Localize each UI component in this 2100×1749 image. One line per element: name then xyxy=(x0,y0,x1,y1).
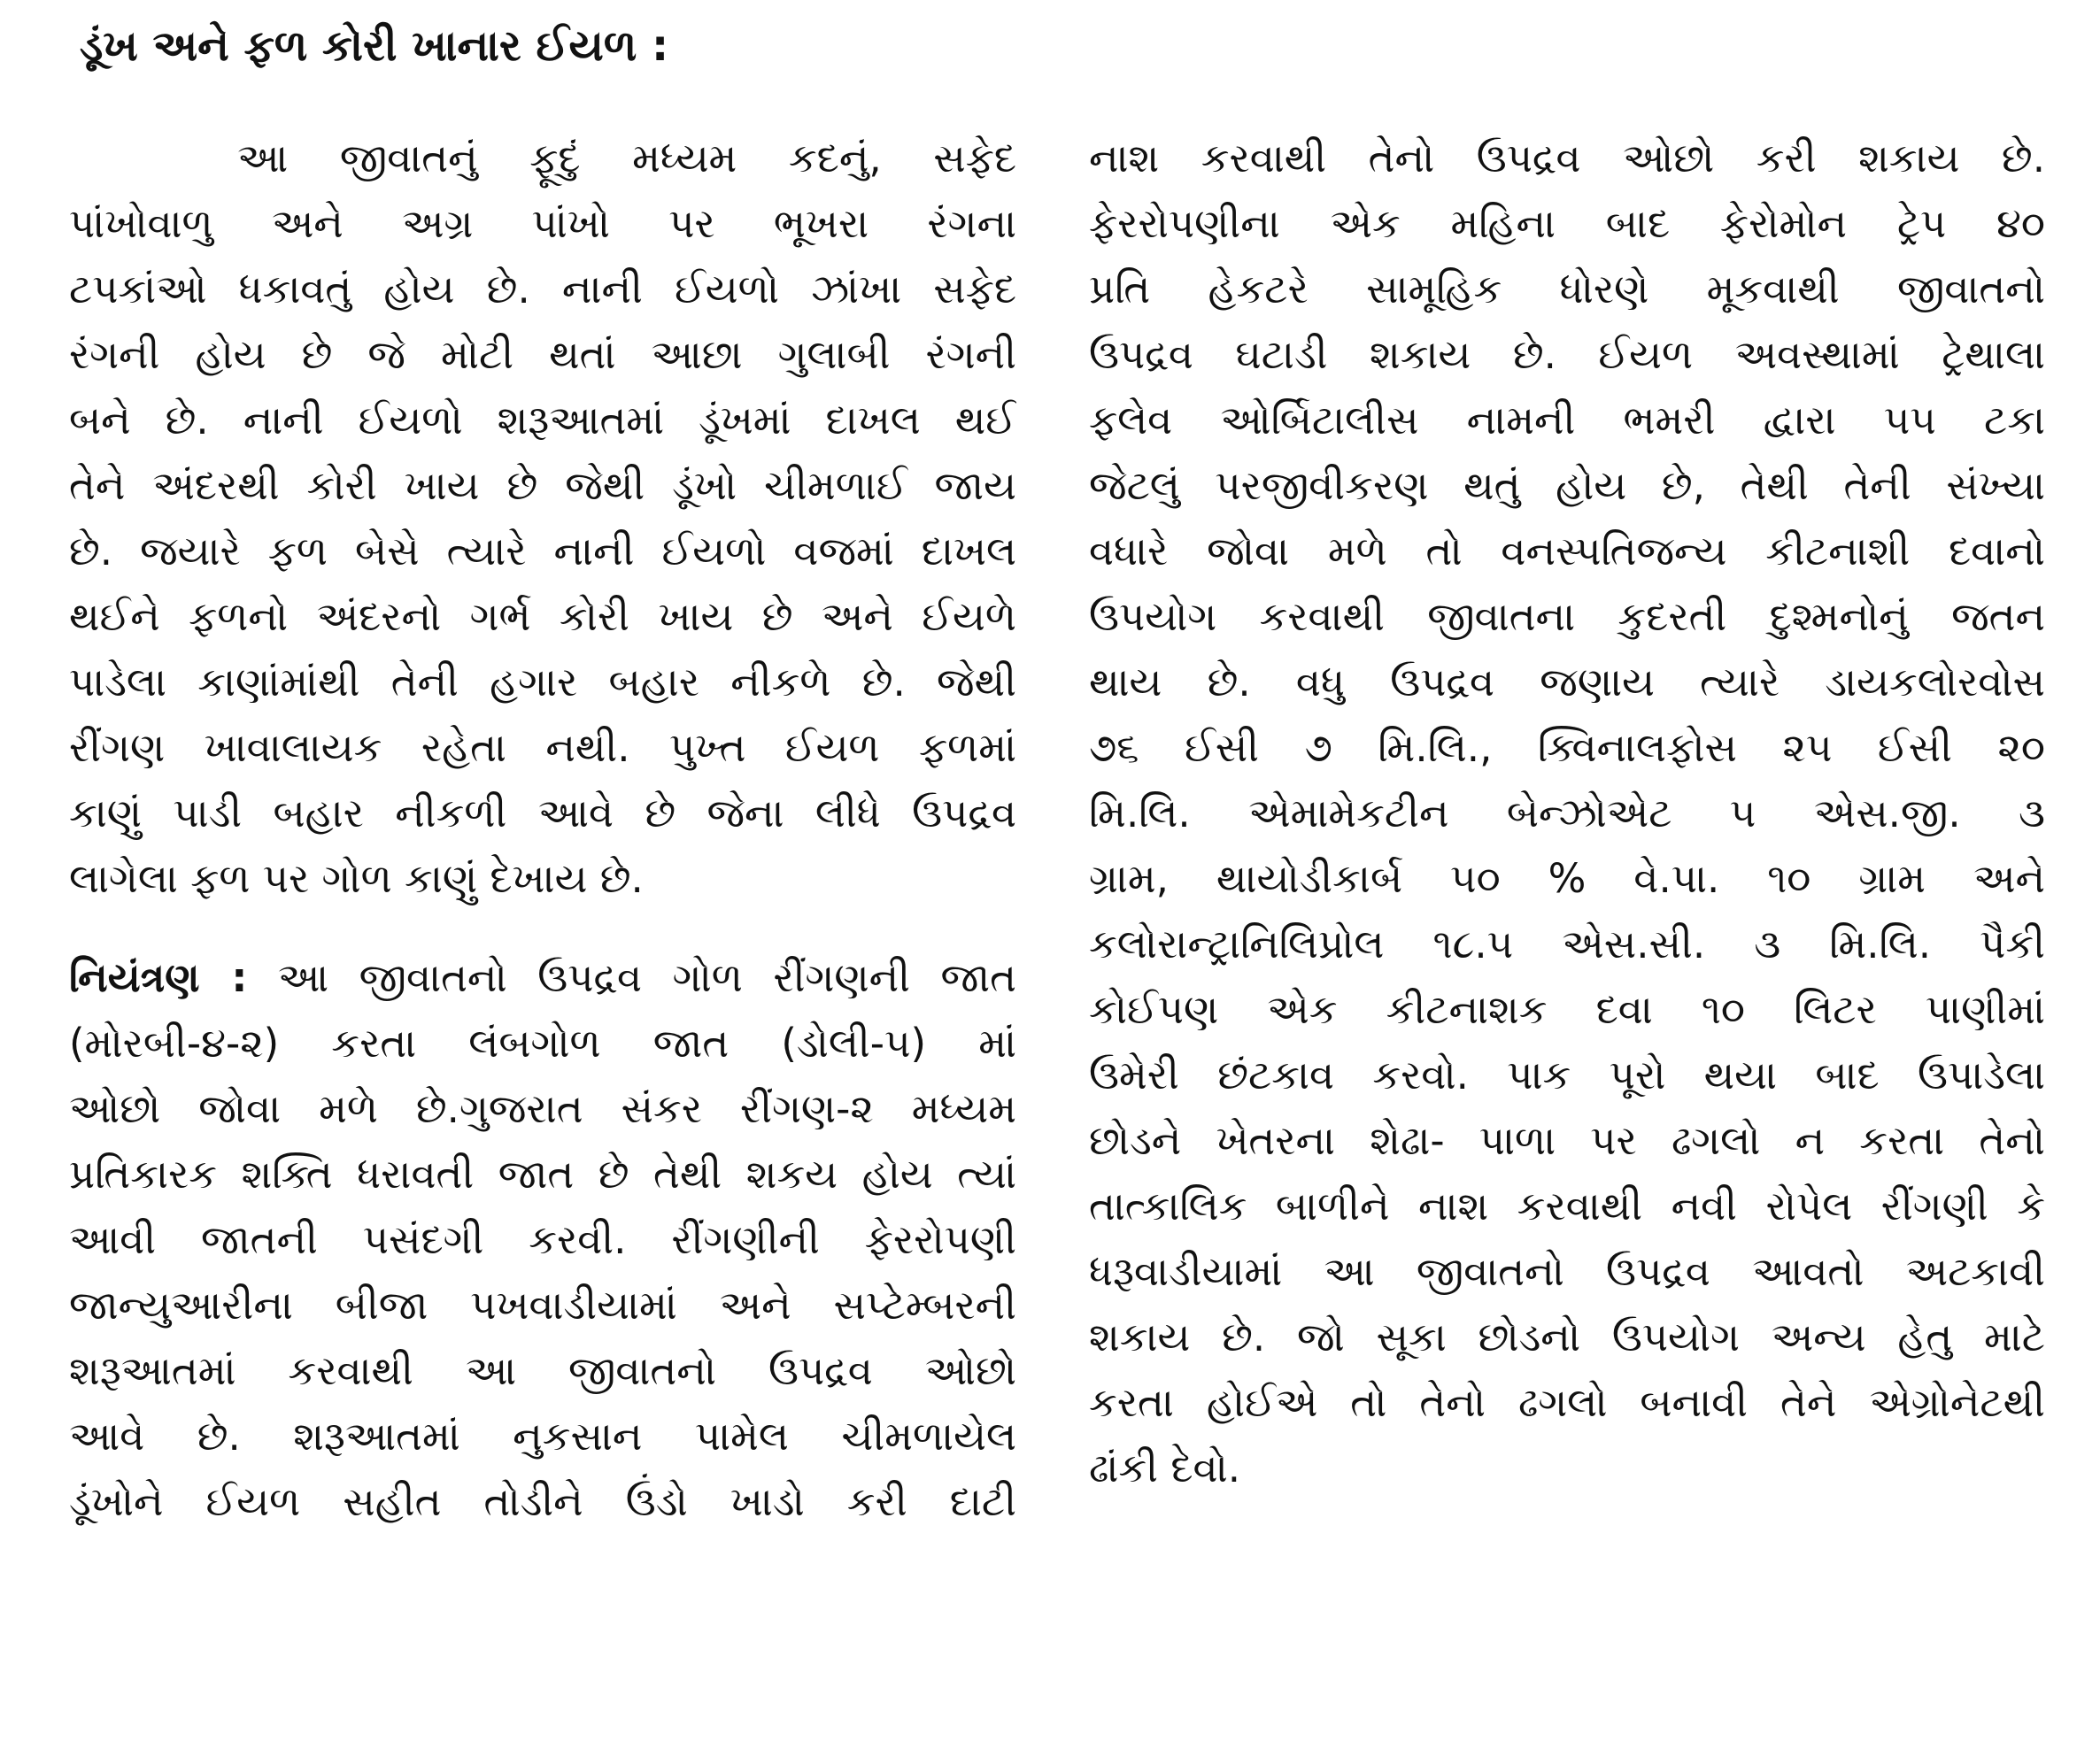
text-line: પ્રતિ હેકટરે સામૂહિક ધોરણે મૂકવાથી જીવાતનો xyxy=(1089,266,2045,312)
text-line: થઈને ફળનો અંદરનો ગર્ભ કોરી ખાય છે અને ઈયળે xyxy=(69,593,1016,640)
control-line xyxy=(69,945,1016,1011)
text-line: આવે છે. શરૂઆતમાં નુકસાન પામેલ ચીમળાયેલ xyxy=(69,1413,1016,1460)
section-heading: ડૂંખ અને ફળ કોરી ખાનાર ઈયળ : xyxy=(80,21,669,71)
text-line: બને છે. નાની ઈયળો શરૂઆતમાં ડૂંખમાં દાખલ થઈ xyxy=(69,397,1016,443)
text-line: કોઈપણ એક કીટનાશક દવા ૧૦ લિટર પાણીમાં xyxy=(1089,986,2045,1033)
text-line: ફેરરોપણીના એક મહિના બાદ ફેરોમોન ટ્રેપ ૪૦ xyxy=(1089,200,2045,247)
text-line: આ જીવાતનું ફૂદું મધ્યમ કદનું, સફેદ xyxy=(237,135,1016,181)
text-line: પાડેલા કાણાંમાંથી તેની હગાર બહાર નીકળે છે. જેથી xyxy=(69,659,1016,705)
text-line: જેટલું પરજીવીકરણ થતું હોય છે, તેથી તેની સંખ્યા xyxy=(1089,462,2045,509)
text-line: કલોરાન્ટ્રાનિલિપ્રોલ ૧૮.૫ એસ.સી. ૩ મિ.લિ. પૈકી xyxy=(1089,921,2045,967)
text-line: નાશ કરવાથી તેનો ઉપદ્રવ ઓછો કરી શકાય છે. xyxy=(1089,135,2045,181)
text-line: તેને અંદરથી કોરી ખાય છે જેથી ડૂંખો ચીમળાઈ જાય xyxy=(69,462,1016,509)
text-line: ઓછો જોવા મળે છે.ગુજરાત સંકર રીંગણ-૨ મધ્યમ xyxy=(69,1085,1016,1132)
text-line: મિ.લિ. એમામેકટીન બેન્ઝોએટ ૫ એસ.જી. ૩ xyxy=(1089,790,2045,836)
text-line: પ્રતિકારક શક્તિ ધરાવતી જાત છે તેથી શકય હોય ત્યાં xyxy=(69,1151,1016,1198)
text-line: આવી જાતની પસંદગી કરવી. રીંગણીની ફેરરોપણી xyxy=(69,1216,1016,1263)
text-line: કરતા હોઈએ તો તેનો ઢગલો બનાવી તેને એગ્રોનેટથી xyxy=(1089,1379,2045,1426)
text-line: કાણું પાડી બહાર નીકળી આવે છે જેના લીધે ઉપદ્રવ xyxy=(69,790,1016,836)
text-line: ડૂંખોને ઈયળ સહીત તોડીને ઉંડો ખાડો કરી દાટી xyxy=(69,1478,1016,1525)
paragraph-gap xyxy=(69,912,1016,945)
text-line: થાય છે. વધુ ઉપદ્રવ જણાય ત્યારે ડાયકલોરવોસ xyxy=(1089,659,2045,705)
text-line: શરૂઆતમાં કરવાથી આ જીવાતનો ઉપદ્રવ ઓછો xyxy=(69,1347,1016,1394)
text-line: ઉપદ્રવ ઘટાડી શકાય છે. ઈયળ અવસ્થામાં ટ્રેથાલા xyxy=(1089,331,2045,378)
control-text: આ જીવાતનો ઉપદ્રવ ગોળ રીંગણની જાત xyxy=(247,954,1016,1001)
text-line: રીંગણ ખાવાલાયક રહેતા નથી. પુખ્ત ઈયળ ફળમાં xyxy=(69,724,1016,771)
text-line: ઉમેરી છંટકાવ કરવો. પાક પૂરો થયા બાદ ઉપાડેલા xyxy=(1089,1052,2045,1098)
text-line: લાગેલા ફળ પર ગોળ કાણું દેખાય છે. xyxy=(69,855,644,902)
text-line: ઉપયોગ કરવાથી જીવાતના કુદરતી દુશ્મનોનું જતન xyxy=(1089,593,2045,640)
text-line: શકાય છે. જો સૂકા છોડનો ઉપયોગ અન્ય હેતુ માટે xyxy=(1089,1314,2045,1360)
text-line: રંગની હોય છે જે મોટી થતાં આછા ગુલાબી રંગની xyxy=(69,331,1016,378)
text-line: તાત્કાલિક બાળીને નાશ કરવાથી નવી રોપેલ રીંગણી કે xyxy=(1089,1183,2045,1229)
right-column xyxy=(1089,126,2045,1501)
text-line: ગ્રામ, થાયોડીકાર્બ ૫૦ % વે.પા. ૧૦ ગ્રામ અને xyxy=(1089,855,2045,902)
text-line: ઢાંકી દેવો. xyxy=(1089,1445,1241,1491)
text-line: પાંખોવાળુ અને અગ્ર પાંખો પર ભૂખરા રંગના xyxy=(69,200,1016,247)
left-column xyxy=(69,126,1016,1535)
text-line: ધરૂવાડીયામાં આ જીવાતનો ઉપદ્રવ આવતો અટકાવી xyxy=(1089,1248,2045,1295)
text-line: (મોરબી-૪-૨) કરતા લંબગોળ જાત (ડોલી-૫) માં xyxy=(69,1020,1016,1067)
text-line: ફલેવ ઓર્બિટાલીસ નામની ભમરી દ્વારા ૫૫ ટકા xyxy=(1089,397,2045,443)
text-line: ૭૬ ઈસી ૭ મિ.લિ., ક્વિનાલફોસ ૨૫ ઈસી ૨૦ xyxy=(1089,724,2045,771)
text-line: ટપકાંઓ ધકાવતું હોય છે. નાની ઈયળો ઝાંખા સફેદ xyxy=(69,266,1016,312)
text-line: છે. જયારે ફળ બેસે ત્યારે નાની ઈયળો વજમાં દાખલ xyxy=(69,528,1016,574)
text-line: જાન્યુઆરીના બીજા પખવાડીયામાં અને સપ્ટેમ્બરની xyxy=(69,1282,1016,1329)
text-line: છોડને ખેતરના શેઢા- પાળા પર ઢગલો ન કરતા તેનો xyxy=(1089,1117,2045,1164)
text-line: વધારે જોવા મળે તો વનસ્પતિજન્ય કીટનાશી દવાનો xyxy=(1089,528,2045,574)
control-label: નિયંત્રણ : xyxy=(69,954,248,1001)
